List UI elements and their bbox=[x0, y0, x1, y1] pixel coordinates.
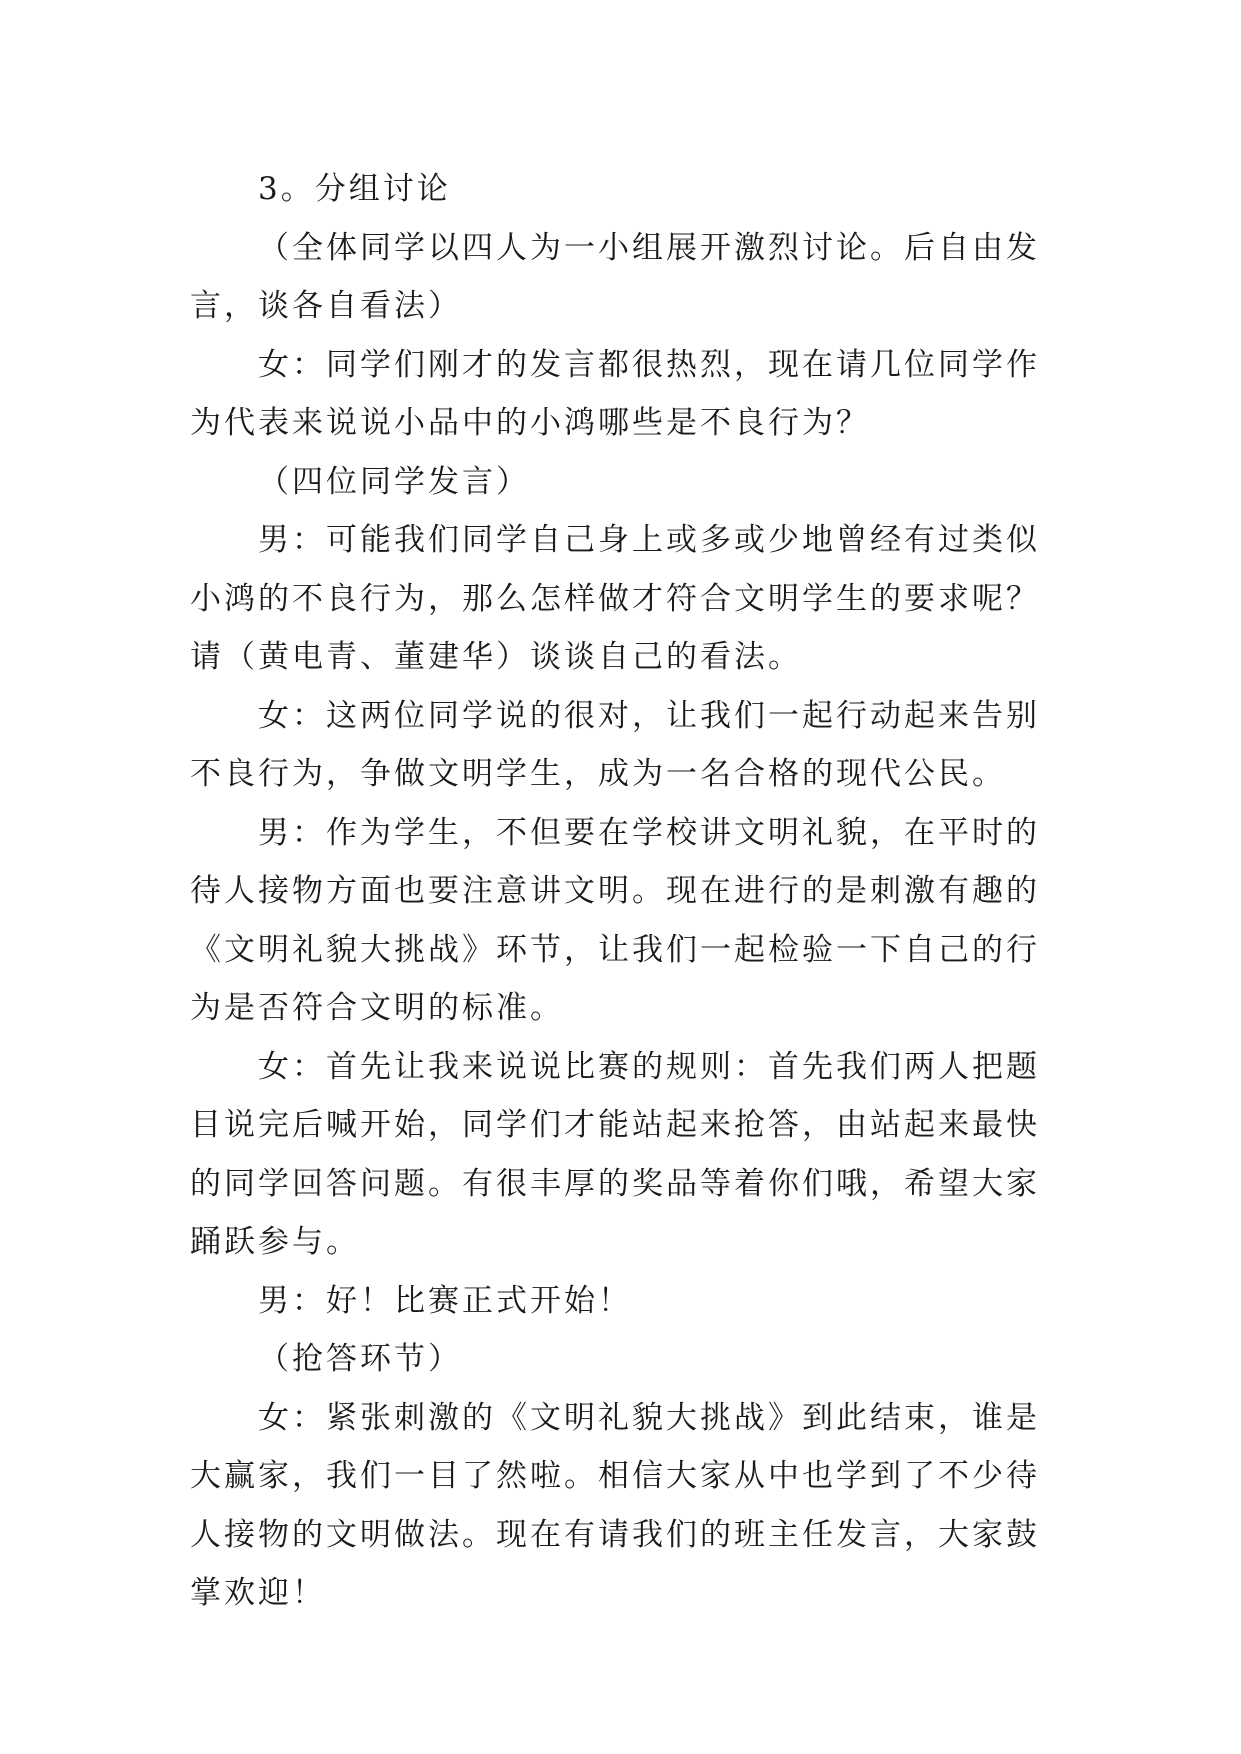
dialogue-paragraph: 男：好！比赛正式开始！ bbox=[258, 1282, 632, 1319]
dialogue-paragraph: 男：可能我们同学自己身上或多或少地曾经有过类似小鸿的不良行为，那么怎样做才符合文明学生的要求呢？请（黄电青、董建华）谈谈自己的看法。 bbox=[190, 522, 1040, 675]
dialogue-paragraph: 女：紧张刺激的《文明礼貌大挑战》到此结束，谁是大赢家，我们一目了然啦。相信大家从中也学到了不少待人接物的文明做法。现在有请我们的班主任发言，大家鼓掌欢迎！ bbox=[190, 1399, 1040, 1611]
document-body bbox=[190, 160, 1060, 1623]
stage-direction: （四位同学发言） bbox=[258, 463, 530, 500]
dialogue-paragraph: 男：作为学生，不但要在学校讲文明礼貌，在平时的待人接物方面也要注意讲文明。现在进行的是刺激有趣的《文明礼貌大挑战》环节，让我们一起检验一下自己的行为是否符合文明的标准。 bbox=[190, 814, 1040, 1026]
dialogue-paragraph: 女：首先让我来说说比赛的规则：首先我们两人把题目说完后喊开始，同学们才能站起来抢答，由站起来最快的同学回答问题。有很丰厚的奖品等着你们哦，希望大家踊跃参与。 bbox=[190, 1048, 1040, 1260]
stage-direction: （抢答环节） bbox=[258, 1341, 462, 1377]
section-heading: 3。分组讨论 bbox=[258, 171, 451, 207]
dialogue-paragraph: 女：同学们刚才的发言都很热烈，现在请几位同学作为代表来说说小品中的小鸿哪些是不良行为？ bbox=[190, 346, 1040, 441]
stage-direction: （全体同学以四人为一小组展开激烈讨论。后自由发言，谈各自看法） bbox=[190, 229, 1040, 324]
dialogue-paragraph: 女：这两位同学说的很对，让我们一起行动起来告别不良行为，争做文明学生，成为一名合格的现代公民。 bbox=[190, 697, 1040, 792]
